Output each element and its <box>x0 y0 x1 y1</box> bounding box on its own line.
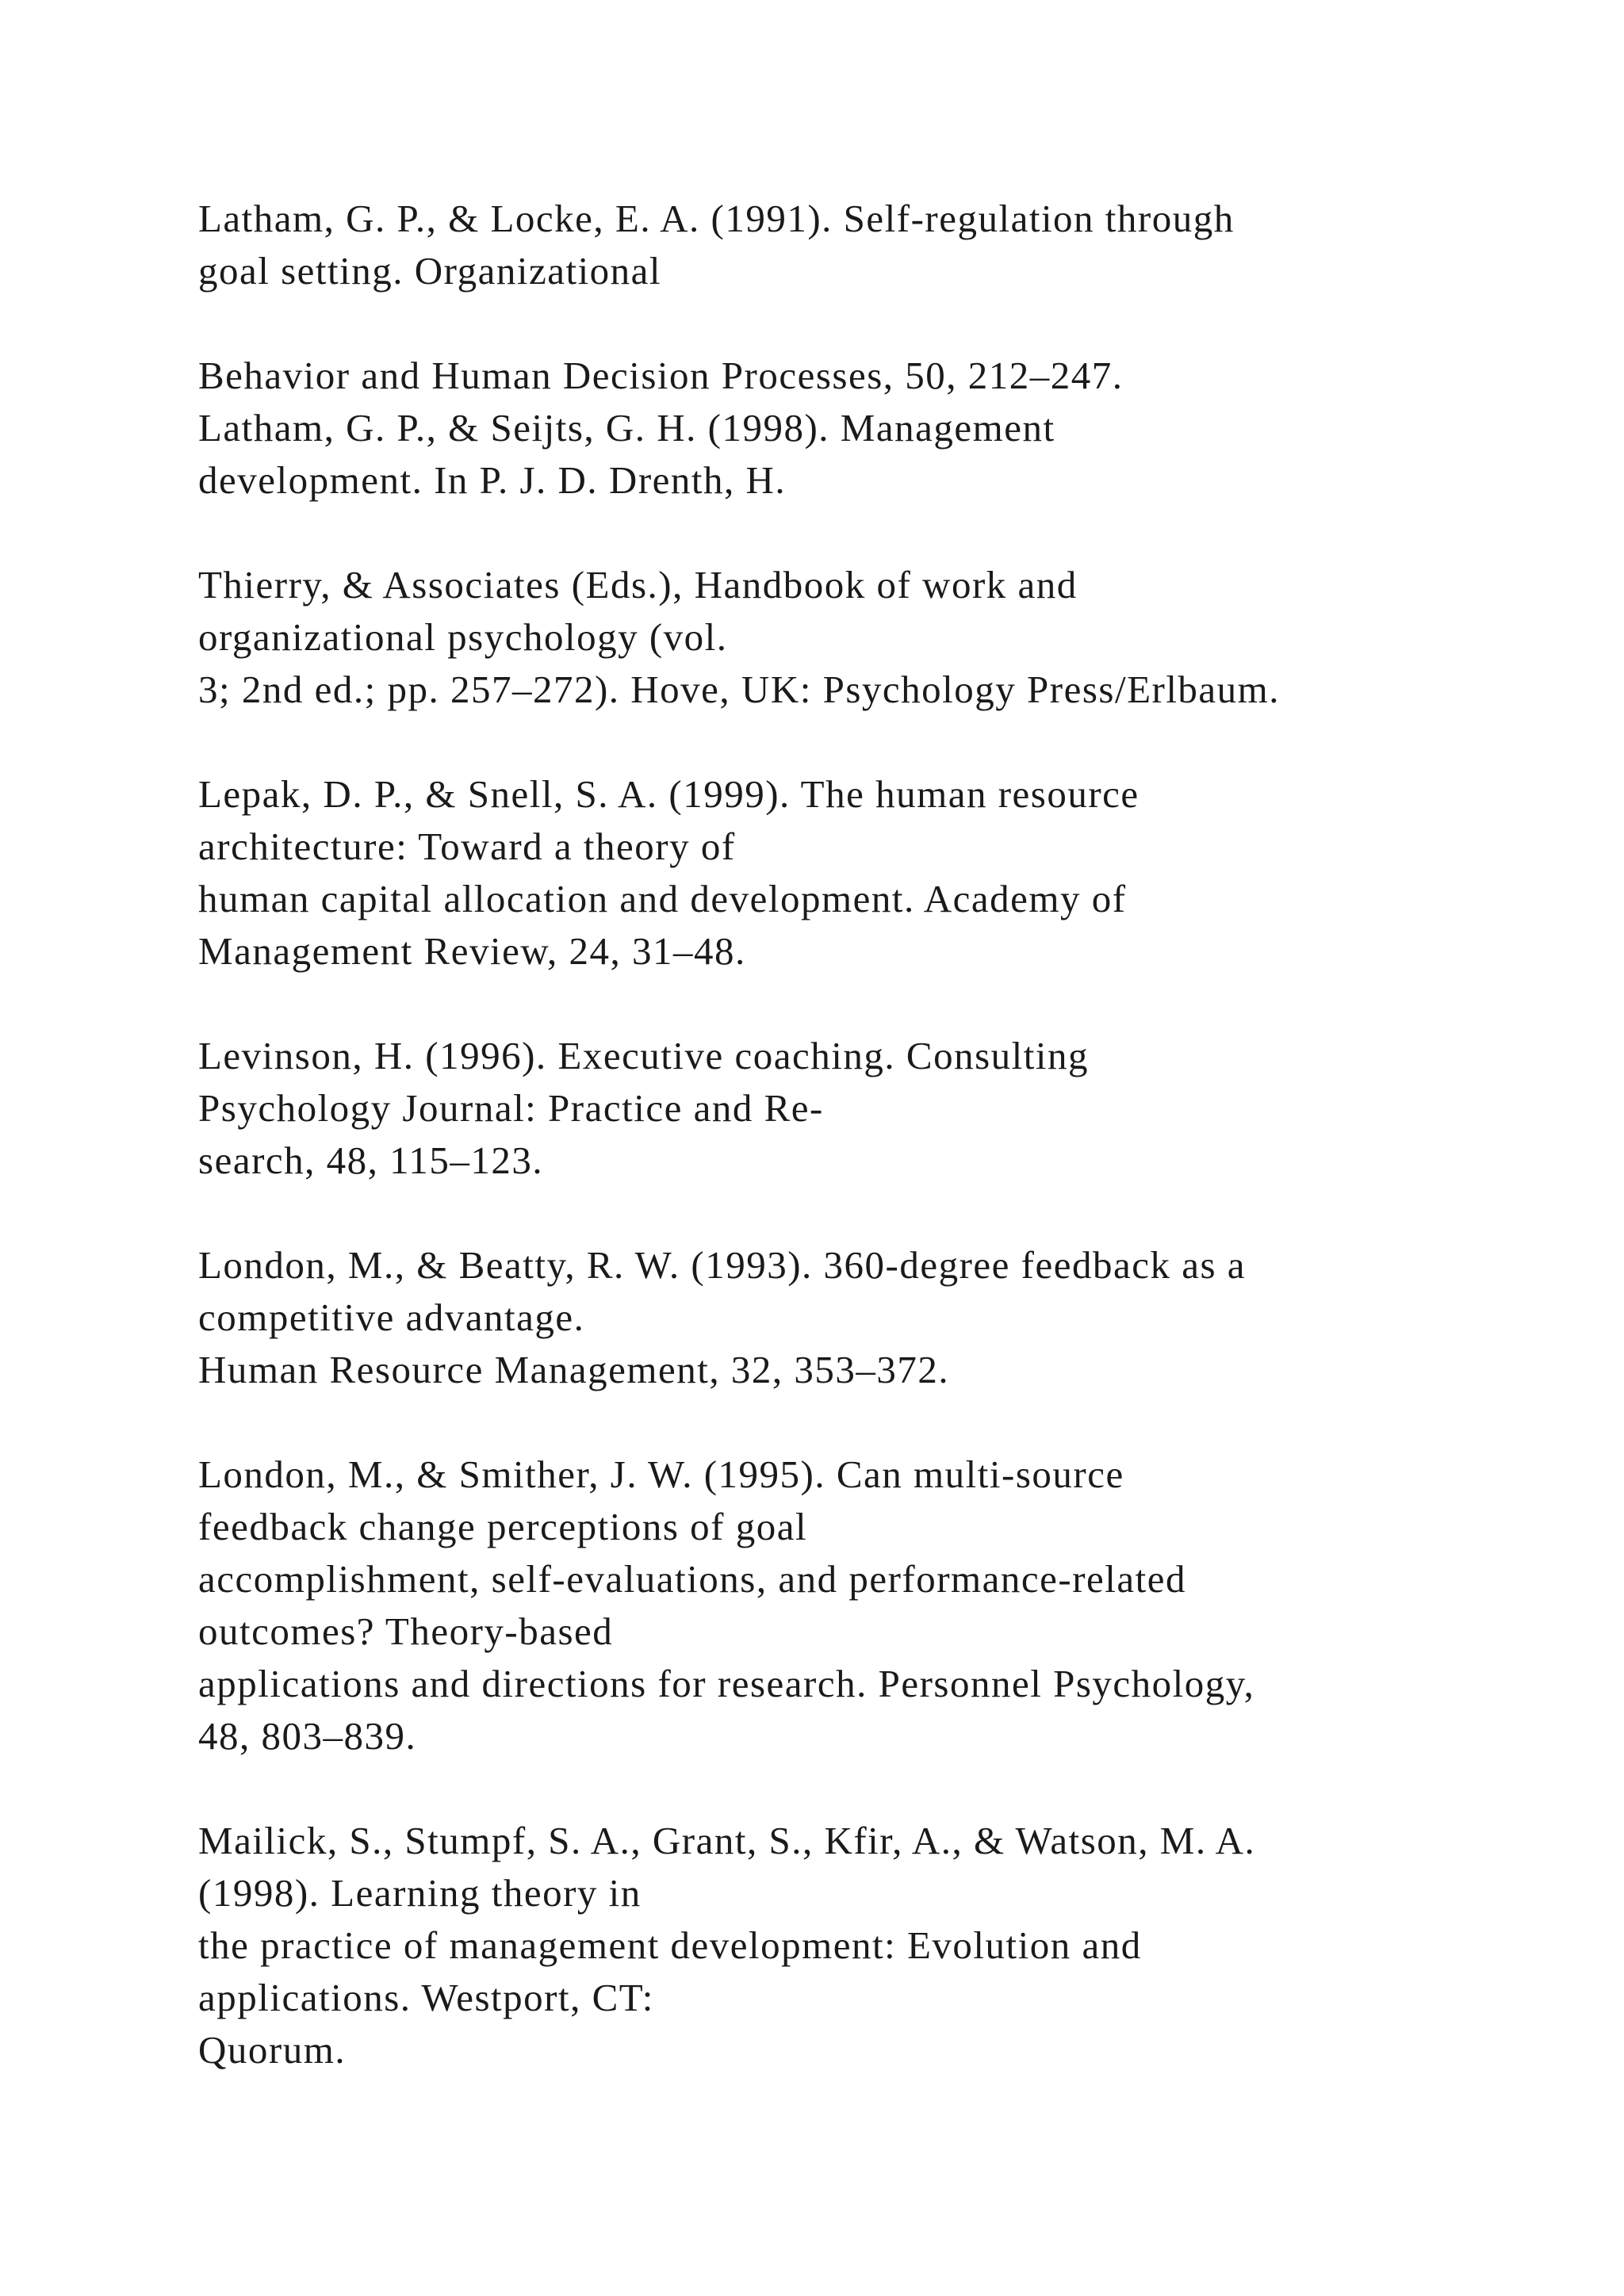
text-line: goal setting. Organizational <box>198 249 662 293</box>
text-line: Thierry, & Associates (Eds.), Handbook of work and <box>198 563 1078 607</box>
text-line: organizational psychology (vol. <box>198 615 728 659</box>
text-line: London, M., & Beatty, R. W. (1993). 360-degree feedback as a <box>198 1243 1247 1287</box>
text-line: applications and directions for research. Personnel Psychology, <box>198 1662 1255 1705</box>
text-line: (1998). Learning theory in <box>198 1871 642 1915</box>
blank-line <box>198 716 1546 768</box>
text-line: Quorum. <box>198 2028 347 2072</box>
text-line: Levinson, H. (1996). Executive coaching. Consulting <box>198 1034 1089 1077</box>
blank-line <box>198 1187 1546 1239</box>
text-line: Psychology Journal: Practice and Re- <box>198 1086 824 1130</box>
text-line: feedback change perceptions of goal <box>198 1505 808 1548</box>
text-line: Latham, G. P., & Locke, E. A. (1991). Self-regulation through <box>198 197 1235 240</box>
text-line: applications. Westport, CT: <box>198 1976 654 2019</box>
text-line: competitive advantage. <box>198 1295 585 1339</box>
text-line: Human Resource Management, 32, 353–372. <box>198 1348 950 1391</box>
text-line: development. In P. J. D. Drenth, H. <box>198 458 787 502</box>
text-line: Behavior and Human Decision Processes, 50, 212–247. <box>198 354 1124 397</box>
blank-line <box>198 1762 1546 1815</box>
blank-line <box>198 978 1546 1030</box>
text-line: outcomes? Theory-based <box>198 1609 614 1653</box>
text-line: Mailick, S., Stumpf, S. A., Grant, S., Kfir, A., & Watson, M. A. <box>198 1819 1256 1862</box>
text-line: 48, 803–839. <box>198 1714 417 1758</box>
text-line: London, M., & Smither, J. W. (1995). Can multi-source <box>198 1452 1124 1496</box>
text-line: architecture: Toward a theory of <box>198 825 736 868</box>
text-line: human capital allocation and development. Academy of <box>198 877 1127 920</box>
reference-list <box>198 193 1546 2076</box>
text-line: Lepak, D. P., & Snell, S. A. (1999). The human resource <box>198 772 1139 816</box>
text-line: 3; 2nd ed.; pp. 257–272). Hove, UK: Psychology Press/Erlbaum. <box>198 668 1281 711</box>
blank-line <box>198 507 1546 559</box>
text-line: Latham, G. P., & Seijts, G. H. (1998). Management <box>198 406 1055 450</box>
text-line: search, 48, 115–123. <box>198 1138 544 1182</box>
text-line: the practice of management development: Evolution and <box>198 1923 1142 1967</box>
blank-line <box>198 297 1546 350</box>
text-line: accomplishment, self-evaluations, and performance-related <box>198 1557 1187 1601</box>
blank-line <box>198 1396 1546 1448</box>
text-line: Management Review, 24, 31–48. <box>198 929 746 973</box>
